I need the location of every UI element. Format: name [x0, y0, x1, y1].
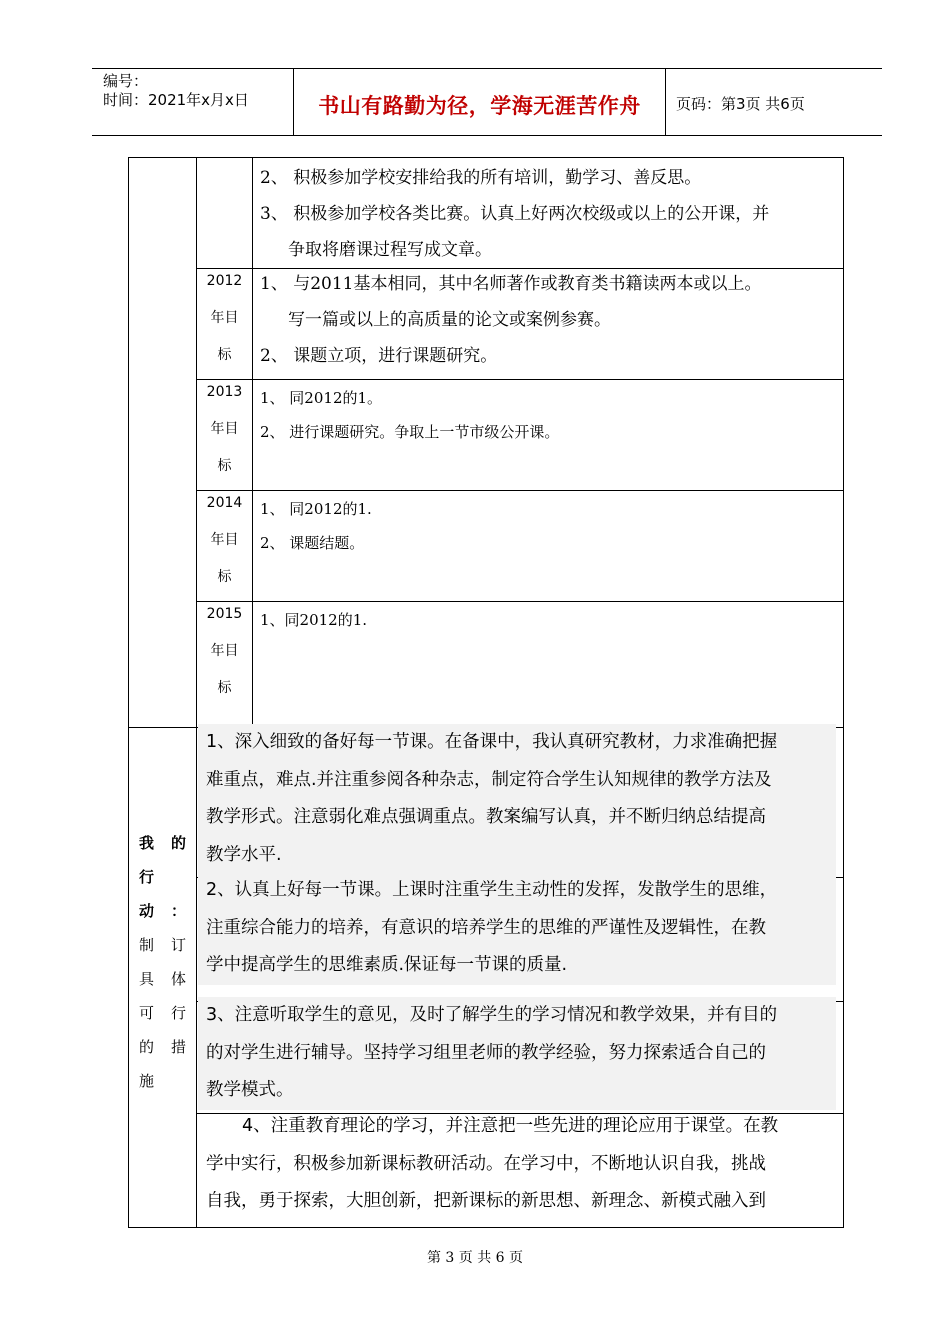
year-label-2012: 2012 年目 标 [206, 273, 243, 363]
header-top-rule [92, 68, 882, 69]
year-goals-2012 [260, 266, 840, 374]
header-motto: 书山有路勤为径，学海无涯苦作舟 [318, 94, 641, 118]
header-bottom-rule [92, 135, 882, 136]
goal-line: 2、 课题结题。 [260, 534, 365, 552]
page-footer: 第 3 页 共 6 页 [426, 1250, 524, 1266]
goal-line: 1、 同2012的1。 [260, 389, 383, 407]
table-column-divider [252, 157, 253, 728]
year-goals-2013 [260, 381, 840, 449]
goal-line: 3、 积极参加学校各类比赛。认真上好两次校级或以上的公开课，并 [260, 204, 770, 224]
goal-line: 争取将磨课过程写成文章。 [288, 240, 492, 260]
goal-line: 2、 积极参加学校安排给我的所有培训，勤学习、善反思。 [260, 168, 702, 188]
goal-line: 2、 课题立项，进行课题研究。 [260, 346, 498, 366]
header-meta [103, 72, 249, 110]
document-time-label: 时间：2021年x月x日 [103, 91, 249, 109]
action-item-3: 3、注意听取学生的意见，及时了解学生的学习情况和教学效果，并有目的 的对学生进行辅导。坚持学习组里老师的教学经验，努力探索适合自己的 教学模式。 [198, 997, 836, 1110]
year-label-2013: 2013 年目 标 [206, 384, 243, 474]
year-label-2014: 2014 年目 标 [206, 495, 243, 585]
action-item-2: 2、认真上好每一节课。上课时注重学生主动性的发挥，发散学生的思维， 注重综合能力的培养，有意识的培养学生的思维的严谨性及逻辑性，在教 学中提高学生的思维素质.保证每一节课的质量. [198, 872, 836, 985]
action-section-label: 我 的 行 动 ： 制 订 具 体 可 行 的 措 施 [139, 834, 186, 1090]
goal-line: 2、 进行课题研究。争取上一节市级公开课。 [260, 423, 560, 441]
goal-line: 1、同2012的1. [260, 611, 368, 629]
year-goals-2014 [260, 492, 840, 560]
header-page-number: 页码：第3页 共6页 [676, 95, 805, 113]
action-item-1: 1、深入细致的备好每一节课。在备课中，我认真研究教材，力求准确把握 难重点，难点.并注重参阅各种杂志，制定符合学生认知规律的教学方法及 教学形式。注意弱化难点强调重点。教案编写认真，并不断归纳总结提高 教学水平. [198, 724, 836, 874]
header-divider [665, 68, 666, 136]
goal-line: 1、 与2011基本相同，其中名师著作或教育类书籍读两本或以上。 [260, 274, 762, 294]
goal-line: 写一篇或以上的高质量的论文或案例参赛。 [288, 310, 611, 330]
table-border-bottom [128, 1227, 844, 1228]
table-row-divider [196, 379, 844, 380]
year-goals-2015 [260, 603, 840, 637]
goal-line: 1、 同2012的1. [260, 500, 372, 518]
table-row-divider [196, 490, 844, 491]
table-border-right [843, 157, 844, 1228]
document-number-label: 编号： [103, 72, 149, 90]
top-goals-cell [260, 160, 840, 268]
year-label-2015: 2015 年目 标 [206, 606, 243, 696]
table-border-top [128, 157, 844, 158]
action-item-4: 4、注重教育理论的学习，并注意把一些先进的理论应用于课堂。在教 学中实行，积极参加新课标教研活动。在学习中，不断地认识自我，挑战 自我，勇于探索，大胆创新，把新课标的新思想、新理念、新模式融入到 [206, 1116, 779, 1211]
table-row-divider [196, 601, 844, 602]
